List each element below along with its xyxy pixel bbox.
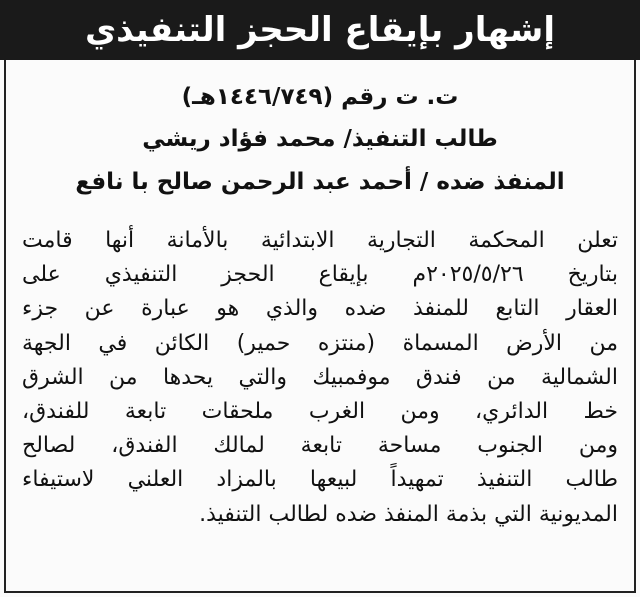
notice-title: إشهار بإيقاع الحجز التنفيذي [84, 10, 556, 50]
body-line: تعلن المحكمة التجارية الابتدائية بالأمانة أنها قامت [22, 228, 618, 253]
case-number-prefix: ت. ت رقم [341, 84, 459, 110]
case-header [0, 76, 640, 204]
claimant-name: محمد فؤاد ريشي [142, 126, 336, 152]
claimant-line [0, 118, 640, 160]
body-line: من الأرض المسماة (منتزه حمير) الكائن في الجهة [22, 330, 618, 356]
body-line: بتاريخ ٢٠٢٥/٥/٢٦م بإيقاع الحجز التنفيذي على [22, 262, 619, 288]
body-line: ومن الجنوب مساحة تابعة لمالك الفندق، لصالح [22, 433, 618, 459]
defendant-name: أحمد عبد الرحمن صالح با نافع [75, 169, 412, 195]
claimant-label: طالب التنفيذ/ [343, 126, 498, 152]
title-bar [0, 0, 640, 60]
case-number: (١٤٤٦/٧٤٩هـ) [181, 84, 334, 110]
body-line: العقار التابع للمنفذ ضده والذي هو عبارة عن جزء [22, 296, 618, 322]
body-line: الشمالية من فندق موفمبيك والتي يحدها من الشرق [22, 364, 618, 390]
case-number-line [0, 76, 640, 118]
defendant-line [0, 160, 640, 204]
body-line: طالب التنفيذ تمهيداً لبيعها بالمزاد العلني لاستيفاء [22, 467, 618, 493]
notice-body [22, 224, 618, 532]
body-line: المديونية التي بذمة المنفذ ضده لطالب التنفيذ. [199, 501, 618, 527]
body-line: خط الدائري، ومن الغرب ملحقات تابعة للفندق، [22, 398, 618, 424]
defendant-label: المنفذ ضده / [419, 169, 565, 195]
